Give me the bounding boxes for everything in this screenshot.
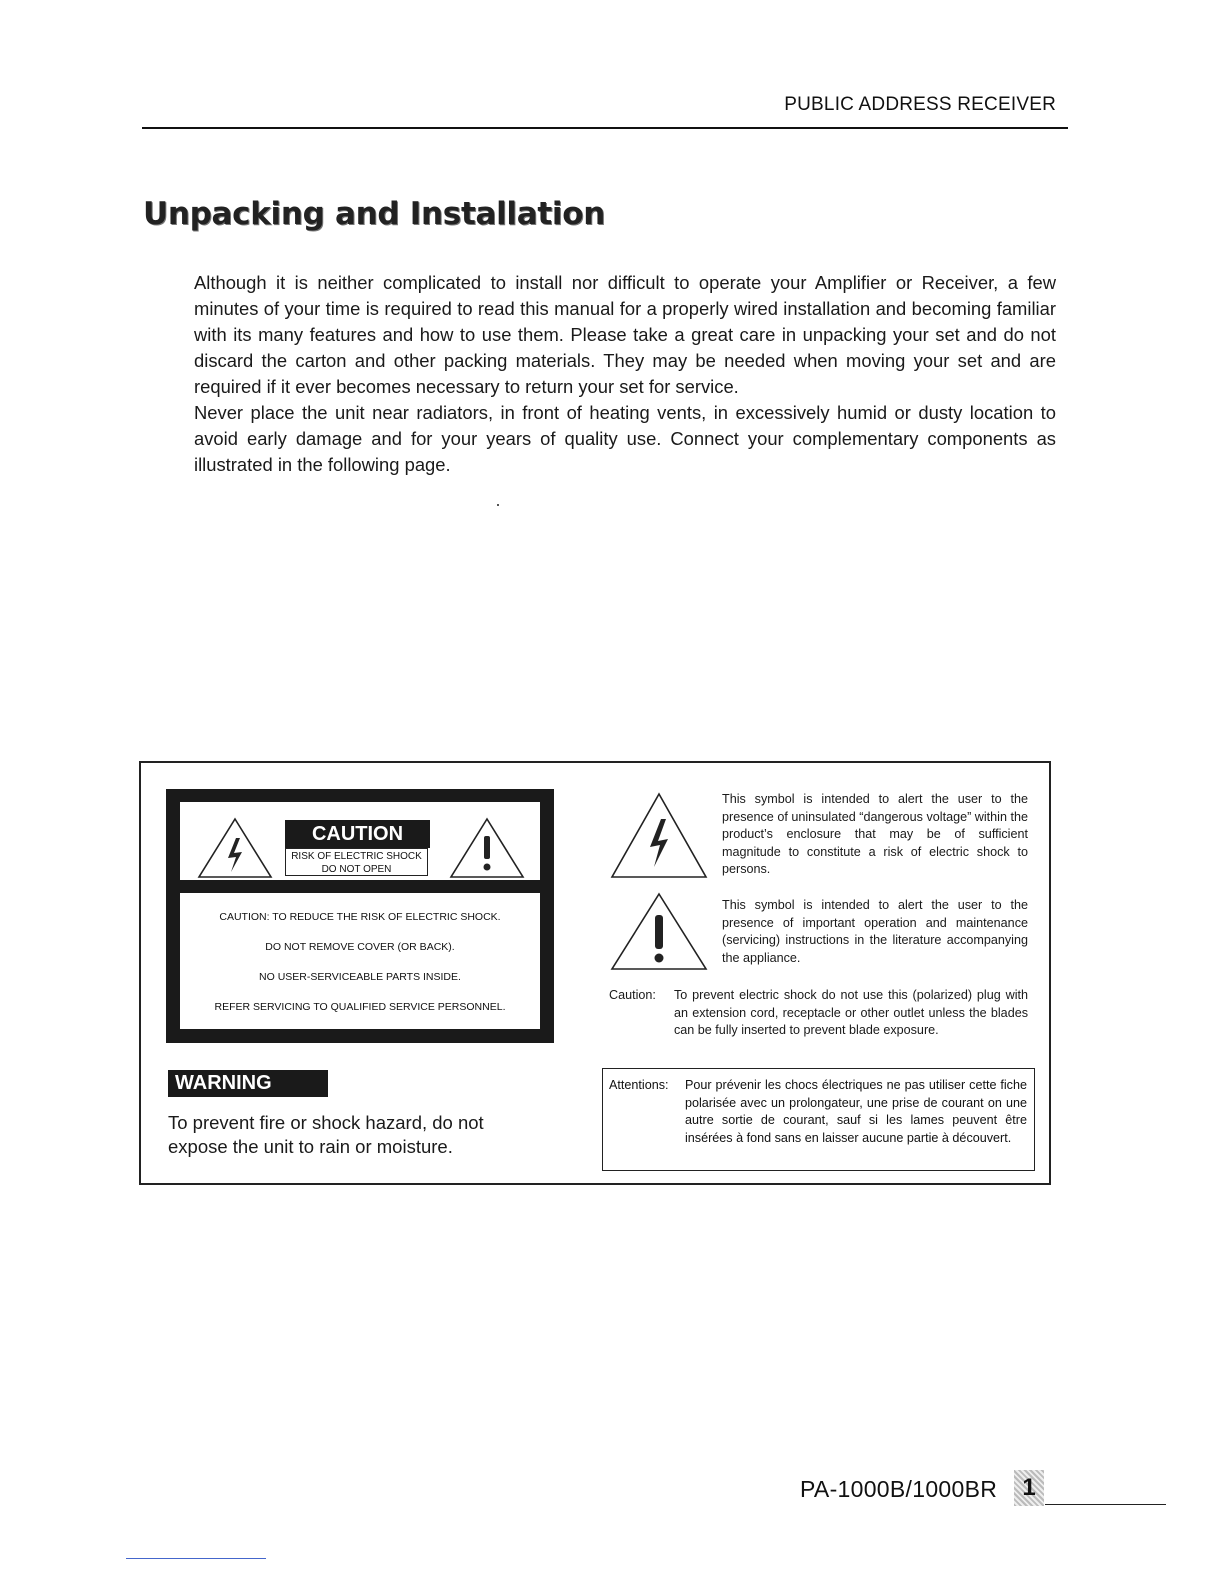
warning-banner: WARNING: [168, 1070, 328, 1097]
caution-sub-label: [285, 848, 428, 876]
caution-note-label: Caution:: [609, 988, 656, 1002]
caution-banner: CAUTION: [285, 820, 430, 848]
exclamation-warning-icon: [448, 816, 526, 880]
caution-line-1: CAUTION: TO REDUCE THE RISK OF ELECTRIC SHOCK.: [219, 911, 501, 923]
intro-paragraph-2: Never place the unit near radiators, in front of heating vents, in excessively humid or dusty location to avoid early damage and for your years of quality use. Connect your complementary components as illustrated in the following page.: [194, 402, 1056, 475]
caution-note-text: To prevent electric shock do not use this (polarized) plug with an extension cord, receptacle or other outlet unless the blades can be fully inserted to prevent blade exposure.: [674, 988, 1028, 1038]
attention-note: [602, 1068, 1035, 1171]
page-number: 1: [1014, 1470, 1044, 1506]
intro-text: [194, 270, 1056, 478]
footer-model: PA-1000B/1000BR: [800, 1476, 998, 1502]
caution-line-2: DO NOT REMOVE COVER (OR BACK).: [265, 941, 455, 953]
caution-sub-line-1: RISK OF ELECTRIC SHOCK: [291, 851, 422, 862]
attention-note-text: Pour prévenir les chocs électriques ne pas utiliser cette fiche polarisée avec un prolongateur, une prise de courant on une autre sortie de courant, sauf si les lames peuvent être insérées à fond sans en laisser aucune partie à découvert.: [685, 1078, 1027, 1145]
caution-line-3: NO USER-SERVICEABLE PARTS INSIDE.: [259, 971, 461, 983]
voltage-symbol-text: This symbol is intended to alert the user to the presence of uninsulated “dangerous voltage” within the product’s enclosure that may be of sufficient magnitude to constitute a risk of electric shock to persons.: [722, 792, 1028, 877]
exclamation-warning-icon: [609, 891, 709, 971]
stray-mark: [497, 504, 499, 506]
header-title: PUBLIC ADDRESS RECEIVER: [784, 94, 1056, 115]
warning-text: To prevent fire or shock hazard, do not expose the unit to rain or moisture.: [168, 1112, 484, 1157]
instructions-symbol-text: This symbol is intended to alert the user to the presence of important operation and maintenance (servicing) instructions in the literature accompanying the appliance.: [722, 898, 1028, 965]
caution-label: [166, 789, 554, 1043]
caution-line-4: REFER SERVICING TO QUALIFIED SERVICE PERSONNEL.: [214, 1001, 506, 1013]
caution-instructions: [180, 893, 540, 1029]
page-title: Unpacking and Installation: [143, 196, 605, 232]
caution-sub-line-2: DO NOT OPEN: [321, 864, 392, 875]
intro-paragraph-1: Although it is neither complicated to install nor difficult to operate your Amplifier or Receiver, a few minutes of your time is required to read this manual for a properly wired installation and becoming familiar with its many features and how to use them. Please take a great care in unpacking your set and do not discard the carton and other packing materials. They may be needed when moving your set and are required if it ever becomes necessary to return your set for service.: [194, 272, 1056, 397]
electric-shock-warning-icon: [196, 816, 274, 880]
header-rule: [142, 127, 1068, 129]
footer-rule: [1045, 1504, 1166, 1505]
safety-box: [139, 761, 1051, 1185]
footer-link-rule: [126, 1558, 266, 1559]
attention-note-label: Attentions:: [609, 1078, 669, 1092]
caution-label-top: [180, 802, 540, 880]
electric-shock-warning-icon: [609, 791, 709, 879]
